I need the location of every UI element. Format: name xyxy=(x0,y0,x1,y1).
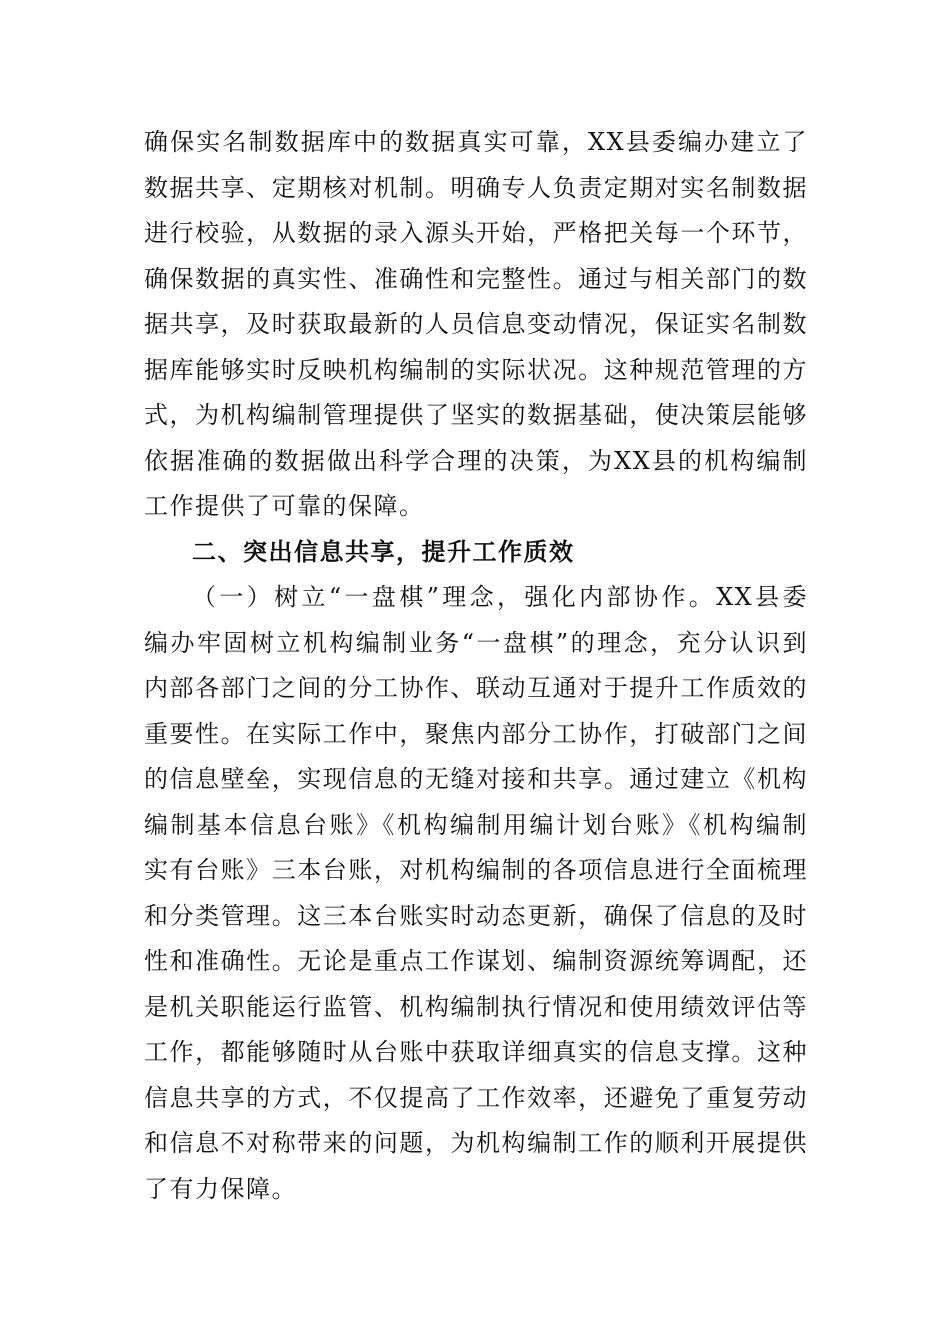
paragraph-line: 确保实名制数据库中的数据真实可靠，XX县委编办建立了 xyxy=(144,128,808,156)
paragraph-line: 编办牢固树立机构编制业务“一盘棋”的理念，充分认识到 xyxy=(144,628,808,657)
paragraph-line: 性和准确性。无论是重点工作谋划、编制资源统筹调配，还 xyxy=(144,947,808,975)
paragraph-line: 依据准确的数据做出科学合理的决策，为XX县的机构编制 xyxy=(144,446,808,475)
paragraph-line: 工作，都能够随时从台账中获取详细真实的信息支撑。这种 xyxy=(144,1038,808,1066)
paragraph-internal-collaboration xyxy=(144,575,808,1212)
paragraph-line: 确保数据的真实性、准确性和完整性。通过与相关部门的数 xyxy=(144,264,808,293)
section-heading: 二、突出信息共享，提升工作质效 xyxy=(192,537,575,566)
paragraph-line: 和分类管理。这三本台账实时动态更新，确保了信息的及时 xyxy=(144,901,808,930)
paragraph-line: 信息共享的方式，不仅提高了工作效率，还避免了重复劳动 xyxy=(144,1083,808,1112)
document-body xyxy=(144,120,808,1212)
paragraph-line: 实有台账》三本台账，对机构编制的各项信息进行全面梳理 xyxy=(144,856,808,884)
subsection-lead-line: （一）树立“一盘棋”理念，强化内部协作。XX县委 xyxy=(192,583,808,611)
paragraph-line: 据共享，及时获取最新的人员信息变动情况，保证实名制数 xyxy=(144,310,808,338)
paragraph-line: 数据共享、定期核对机制。明确专人负责定期对实名制数据 xyxy=(144,173,808,202)
paragraph-line: 了有力保障。 xyxy=(144,1174,297,1203)
paragraph-line: 内部各部门之间的分工协作、联动互通对于提升工作质效的 xyxy=(144,674,808,702)
paragraph-line: 是机关职能运行监管、机构编制执行情况和使用绩效评估等 xyxy=(144,992,808,1021)
paragraph-line: 据库能够实时反映机构编制的实际状况。这种规范管理的方 xyxy=(144,355,808,384)
paragraph-line: 工作提供了可靠的保障。 xyxy=(144,492,425,520)
paragraph-line: 式，为机构编制管理提供了坚实的数据基础，使决策层能够 xyxy=(144,401,808,429)
paragraph-line: 的信息壁垒，实现信息的无缝对接和共享。通过建立《机构 xyxy=(144,765,808,793)
paragraph-data-verification xyxy=(144,120,808,530)
paragraph-line: 重要性。在实际工作中，聚焦内部分工协作，打破部门之间 xyxy=(144,719,808,748)
paragraph-line: 编制基本信息台账》《机构编制用编计划台账》《机构编制 xyxy=(144,810,808,839)
paragraph-line: 进行校验，从数据的录入源头开始，严格把关每一个环节， xyxy=(144,219,808,247)
paragraph-line: 和信息不对称带来的问题，为机构编制工作的顺利开展提供 xyxy=(144,1129,808,1157)
